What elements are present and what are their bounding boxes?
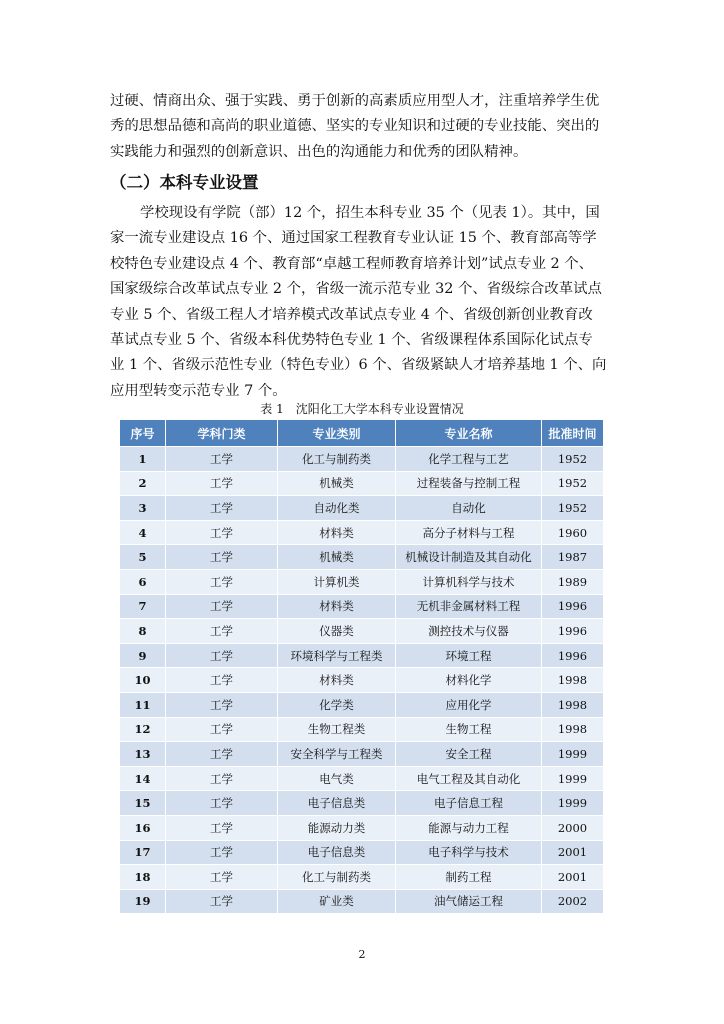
table-header-row [120,420,604,447]
cell-index: 5 [120,545,166,570]
table-body [120,447,604,914]
cell-discipline: 工学 [166,447,278,472]
cell-index: 17 [120,840,166,865]
table-row [120,569,604,594]
table-row [120,791,604,816]
cell-index: 1 [120,447,166,472]
cell-category: 电子信息类 [278,791,396,816]
cell-index: 13 [120,742,166,767]
cell-index: 6 [120,569,166,594]
cell-major: 过程装备与控制工程 [396,471,542,496]
table-row [120,447,604,472]
paragraph-line: 业 1 个、省级示范性专业（特色专业）6 个、省级紧缺人才培养基地 1 个、向 [110,357,607,374]
cell-discipline: 工学 [166,520,278,545]
body-paragraph [110,201,614,404]
paragraph-line: 实践能力和强烈的创新意识、出色的沟通能力和优秀的团队精神。 [110,143,528,160]
table-row [120,545,604,570]
cell-discipline: 工学 [166,742,278,767]
table-row [120,840,604,865]
cell-discipline: 工学 [166,569,278,594]
paragraph-line: 秀的思想品德和高尚的职业道德、坚实的专业知识和过硬的专业技能、突出的 [110,118,600,135]
paragraph-line: 应用型转变示范专业 7 个。 [110,382,287,399]
cell-category: 仪器类 [278,619,396,644]
paragraph-line: 校特色专业建设点 4 个、教育部“卓越工程师教育培养计划”试点专业 2 个、 [110,255,594,272]
cell-approval-year: 2001 [542,865,604,890]
cell-approval-year: 1952 [542,447,604,472]
cell-major: 生物工程 [396,717,542,742]
cell-index: 18 [120,865,166,890]
cell-category: 能源动力类 [278,815,396,840]
cell-major: 电气工程及其自动化 [396,766,542,791]
cell-approval-year: 2001 [542,840,604,865]
cell-approval-year: 2002 [542,889,604,914]
cell-index: 19 [120,889,166,914]
table-row [120,766,604,791]
cell-index: 2 [120,471,166,496]
cell-index: 7 [120,594,166,619]
cell-discipline: 工学 [166,594,278,619]
cell-index: 3 [120,496,166,521]
cell-major: 应用化学 [396,692,542,717]
cell-category: 化工与制药类 [278,447,396,472]
cell-major: 能源与动力工程 [396,815,542,840]
cell-major: 无机非金属材料工程 [396,594,542,619]
cell-category: 材料类 [278,668,396,693]
column-header-approval-year: 批准时间 [542,420,604,447]
cell-major: 电子信息工程 [396,791,542,816]
cell-major: 自动化 [396,496,542,521]
cell-discipline: 工学 [166,865,278,890]
cell-discipline: 工学 [166,815,278,840]
table-row [120,496,604,521]
cell-approval-year: 1952 [542,496,604,521]
cell-discipline: 工学 [166,545,278,570]
cell-major: 化学工程与工艺 [396,447,542,472]
cell-discipline: 工学 [166,668,278,693]
paragraph-line: 革试点专业 5 个、省级本科优势特色专业 1 个、省级课程体系国际化试点专 [110,332,593,349]
cell-approval-year: 2000 [542,815,604,840]
cell-approval-year: 1996 [542,643,604,668]
page-number: 2 [358,948,366,961]
cell-index: 10 [120,668,166,693]
cell-major: 安全工程 [396,742,542,767]
cell-approval-year: 1996 [542,619,604,644]
cell-discipline: 工学 [166,840,278,865]
cell-index: 11 [120,692,166,717]
table-row [120,643,604,668]
cell-index: 12 [120,717,166,742]
cell-index: 9 [120,643,166,668]
table-row [120,717,604,742]
table-row [120,865,604,890]
cell-major: 制药工程 [396,865,542,890]
cell-category: 环境科学与工程类 [278,643,396,668]
cell-approval-year: 1998 [542,692,604,717]
cell-discipline: 工学 [166,496,278,521]
cell-category: 机械类 [278,471,396,496]
cell-index: 8 [120,619,166,644]
cell-approval-year: 1989 [542,569,604,594]
cell-approval-year: 1952 [542,471,604,496]
cell-approval-year: 1999 [542,742,604,767]
table-row [120,668,604,693]
cell-approval-year: 1998 [542,668,604,693]
cell-approval-year: 1998 [542,717,604,742]
cell-discipline: 工学 [166,643,278,668]
cell-category: 生物工程类 [278,717,396,742]
section-heading: （二）本科专业设置 [110,173,259,192]
cell-discipline: 工学 [166,471,278,496]
cell-major: 计算机科学与技术 [396,569,542,594]
cell-approval-year: 1960 [542,520,604,545]
cell-category: 自动化类 [278,496,396,521]
cell-approval-year: 1999 [542,791,604,816]
column-header-major: 专业名称 [396,420,542,447]
cell-discipline: 工学 [166,619,278,644]
cell-category: 电子信息类 [278,840,396,865]
cell-category: 安全科学与工程类 [278,742,396,767]
table-row [120,889,604,914]
cell-discipline: 工学 [166,889,278,914]
cell-major: 测控技术与仪器 [396,619,542,644]
cell-category: 材料类 [278,520,396,545]
column-header-category: 专业类别 [278,420,396,447]
paragraph-line: 家一流专业建设点 16 个、通过国家工程教育专业认证 15 个、教育部高等学 [110,230,597,247]
table-row [120,471,604,496]
cell-major: 环境工程 [396,643,542,668]
majors-table [119,419,604,914]
table-row [120,619,604,644]
paragraph-line: 学校现设有学院（部）12 个，招生本科专业 35 个（见表 1）。其中，国 [140,205,600,221]
cell-approval-year: 1999 [542,766,604,791]
cell-category: 计算机类 [278,569,396,594]
cell-major: 电子科学与技术 [396,840,542,865]
table-row [120,742,604,767]
cell-category: 材料类 [278,594,396,619]
cell-approval-year: 1987 [542,545,604,570]
cell-discipline: 工学 [166,692,278,717]
cell-discipline: 工学 [166,717,278,742]
cell-approval-year: 1996 [542,594,604,619]
cell-major: 油气储运工程 [396,889,542,914]
cell-major: 材料化学 [396,668,542,693]
cell-category: 机械类 [278,545,396,570]
cell-discipline: 工学 [166,766,278,791]
paragraph-line: 专业 5 个、省级工程人才培养模式改革试点专业 4 个、省级创新创业教育改 [110,306,593,323]
table-row [120,520,604,545]
column-header-index: 序号 [120,420,166,447]
paragraph-line: 过硬、情商出众、强于实践、勇于创新的高素质应用型人才，注重培养学生优 [110,93,600,109]
table-row [120,692,604,717]
cell-major: 机械设计制造及其自动化 [396,545,542,570]
table-caption: 表 1 沈阳化工大学本科专业设置情况 [260,402,464,416]
table-row [120,594,604,619]
cell-category: 化工与制药类 [278,865,396,890]
cell-index: 14 [120,766,166,791]
cell-category: 矿业类 [278,889,396,914]
column-header-discipline: 学科门类 [166,420,278,447]
cell-index: 4 [120,520,166,545]
cell-index: 16 [120,815,166,840]
table-row [120,815,604,840]
cell-major: 高分子材料与工程 [396,520,542,545]
intro-paragraph [110,89,614,165]
cell-discipline: 工学 [166,791,278,816]
cell-category: 化学类 [278,692,396,717]
cell-category: 电气类 [278,766,396,791]
cell-index: 15 [120,791,166,816]
paragraph-line: 国家级综合改革试点专业 2 个，省级一流示范专业 32 个、省级综合改革试点 [110,281,602,298]
